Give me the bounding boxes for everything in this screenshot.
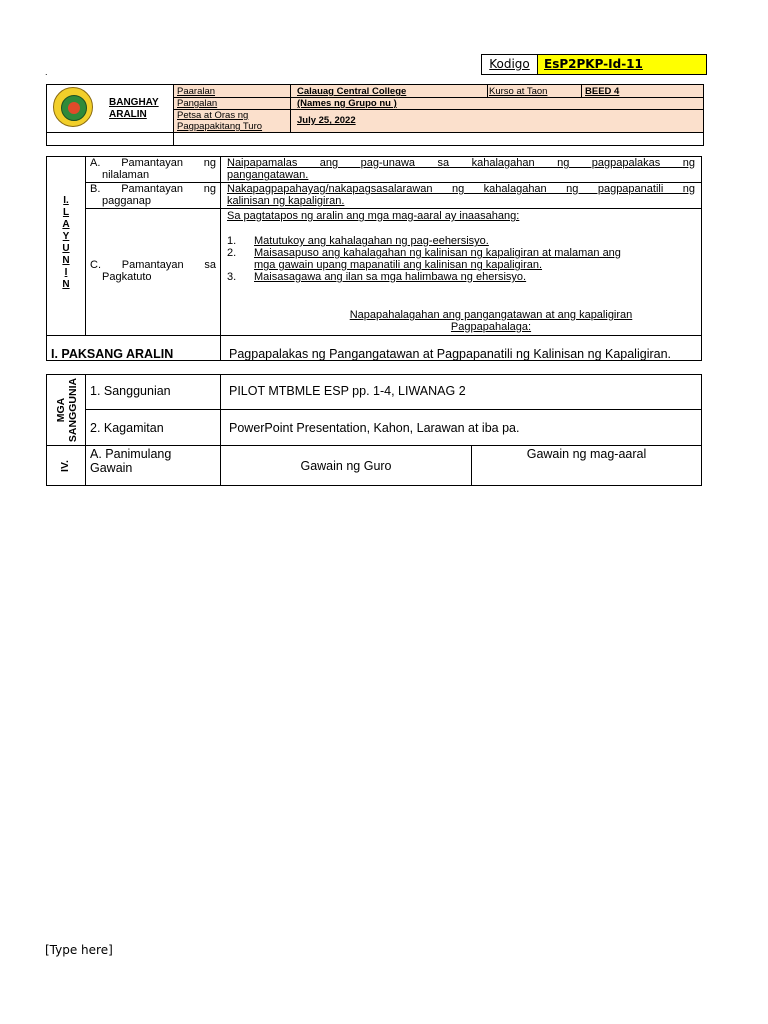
row-b-text-cell (220, 182, 702, 209)
lesson-table (46, 156, 702, 486)
objective-item: 3. Maisasagawa ang ilan sa mga halimbawa ng ehersisyo. (227, 271, 527, 283)
row-c-label-2: Pagkatuto (102, 271, 152, 283)
sanggunian-section-cell (46, 374, 86, 446)
title-line-1: BANGHAY (109, 97, 159, 108)
stray-dot: . (45, 67, 48, 77)
paaralan-value: Calauag Central College (297, 86, 407, 97)
kagamitan-text: PowerPoint Presentation, Kahon, Larawan at iba pa. (229, 421, 520, 435)
paaralan-label: Paaralan (177, 86, 216, 97)
row-a-label-cell (85, 156, 221, 183)
row-b-label-1: B. Pamantayan ng (90, 183, 216, 195)
row-a-label-1: A. Pamantayan ng (90, 157, 216, 169)
row-a-text-2: pangangatawan. (227, 169, 309, 181)
objective-item: 1. Matutukoy ang kahalagahan ng pag-eehersisyo. (227, 235, 489, 247)
gawain-guro-cell (220, 445, 472, 486)
gawain-guro-label: Gawain ng Guro (300, 459, 392, 473)
row-b-text-1: Nakapagpapahayag/nakapagsasalarawan ng kahalagahan ng pagpapanatili ng (227, 183, 695, 195)
kurso-value: BEED 4 (585, 86, 620, 97)
panimulang-label-cell (85, 445, 221, 486)
paksang-label-cell (46, 335, 221, 361)
objective-item: mga gawain upang mapanatili ang kalinisan ng kapaligiran. (254, 259, 543, 271)
sanggunian-vertical-label: MGA SANGGUNIA (55, 377, 79, 443)
kagamitan-label-cell (85, 409, 221, 446)
paksang-text: Pagpapalakas ng Pangangatawan at Pagpapanatili ng Kalinisan ng Kapaligiran. (229, 347, 672, 361)
school-logo-icon (53, 87, 93, 127)
pagpapahalaga-value: Napapahalagahan ang pangangatawan at ang kapaligiran (349, 309, 633, 321)
kagamitan-text-cell (220, 409, 702, 446)
pangalan-label: Pangalan (177, 98, 218, 109)
row-b-label-2: pagganap (102, 195, 151, 207)
gawain-mag-aaral-cell (471, 445, 702, 486)
kodigo-label: Kodigo (482, 55, 538, 74)
row-a-text-cell (220, 156, 702, 183)
kagamitan-label: 2. Kagamitan (90, 421, 164, 435)
petsa-label: Petsa at Oras ng Pagpapakitang Turo (177, 110, 263, 132)
kurso-label: Kurso at Taon (489, 86, 548, 97)
kodigo-box (481, 54, 707, 75)
petsa-value: July 25, 2022 (297, 115, 356, 126)
title-line-2: ARALIN (109, 109, 147, 120)
sanggunian-label: 1. Sanggunian (90, 384, 171, 398)
pamamaraan-section-cell (46, 445, 86, 486)
header-table (46, 84, 704, 146)
pangalan-value: (Names ng Grupo nu ) (297, 98, 397, 109)
objectives-list (227, 235, 697, 283)
panimulang-label: A. Panimulang Gawain (90, 447, 172, 475)
sanggunian-text-cell (220, 374, 702, 410)
row-b-label-cell (85, 182, 221, 209)
objective-item: 2. Maisasapuso ang kahalagahan ng kalinisan ng kapaligiran at malaman ang (227, 247, 621, 259)
row-a-text-1: Naipapamalas ang pag-unawa sa kahalagahan ng pagpapalakas ng (227, 157, 695, 169)
pagpapahalaga-block (221, 309, 701, 333)
row-b-text-2: kalinisan ng kapaligiran. (227, 195, 345, 207)
layunin-vertical-label: I. L A Y U N I N (62, 195, 70, 290)
layunin-section-cell (46, 156, 86, 336)
paksang-label: I. PAKSANG ARALIN (51, 347, 174, 361)
row-c-label-1: C. Pamantayan sa (90, 259, 216, 271)
kodigo-value: EsP2PKP-Id-11 (538, 55, 706, 74)
pagpapahalaga-label: Pagpapahalaga: (450, 321, 532, 333)
gawain-mag-aaral-label: Gawain ng mag-aaral (526, 447, 647, 461)
row-a-label-2: nilalaman (102, 169, 150, 181)
pamamaraan-vertical-label: IV. (59, 460, 71, 472)
document-title (109, 97, 159, 121)
row-c-intro: Sa pagtatapos ng aralin ang mga mag-aaral ay inaasahang: (227, 210, 520, 222)
footer-placeholder: [Type here] (45, 943, 113, 957)
row-c-text-cell (220, 208, 702, 336)
sanggunian-label-cell (85, 374, 221, 410)
paksang-text-cell (220, 335, 702, 361)
row-c-label-cell (85, 208, 221, 336)
sanggunian-text: PILOT MTBMLE ESP pp. 1-4, LIWANAG 2 (229, 384, 466, 398)
